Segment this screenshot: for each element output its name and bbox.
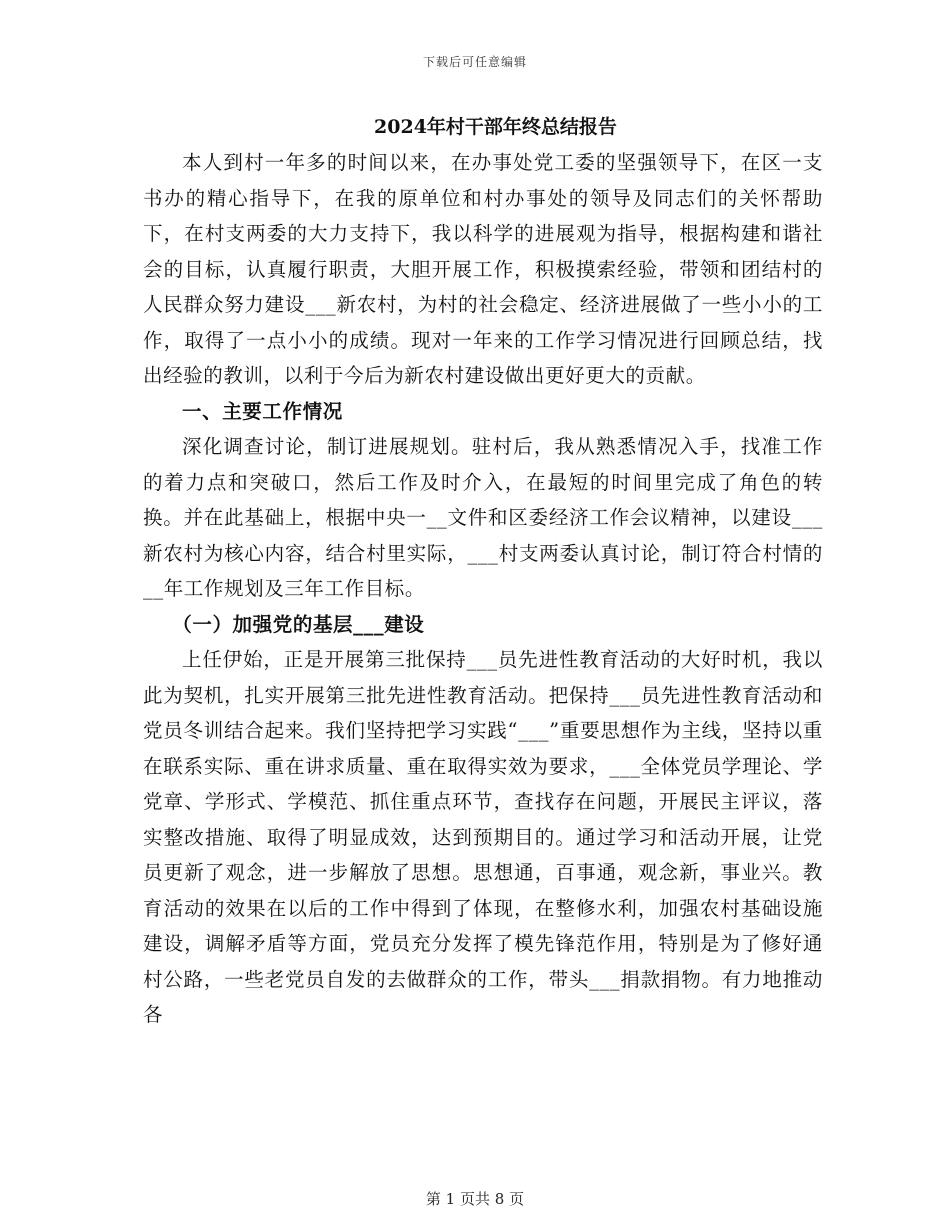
- page-header-note: 下载后可任意编辑: [422, 55, 527, 69]
- intro-paragraph: 本人到村一年多的时间以来，在办事处党工委的坚强领导下，在区一支书办的精心指导下，在我的原单位和村办事处的领导及同志们的关怀帮助下，在村支两委的大力支持下，我以科学的进展观为指导，根据构建和谐社会的目标，认真履行职责，大胆开展工作，积极摸索经验，带领和团结村的人民群众努力建设___新农村，为村的社会稳定、经济进展做了一些小小的工作，取得了一点小小的成绩。现对一年来的工作学习情况进行回顾总结，找出经验的教训，以利于今后为新农村建设做出更好更大的贡献。: [143, 151, 823, 387]
- section-paragraph-research: 深化调查讨论，制订进展规划。驻村后，我从熟悉情况入手，找准工作的着力点和突破口，然后工作及时介入，在最短的时间里完成了角色的转换。并在此基础上，根据中央一__文件和区委经济工作会议精神，以建设___新农村为核心内容，结合村里实际，___村支两委认真讨论，制订符合村情的__年工作规划及三年工作目标。: [143, 435, 823, 600]
- section-heading-main-work: 一、主要工作情况: [182, 399, 343, 423]
- page-number: 第 1 页共 8 页: [425, 1190, 525, 1208]
- subsection-heading-party-building: （一）加强党的基层___建设: [172, 612, 425, 636]
- document-title: 2024年村干部年终总结报告: [374, 116, 617, 138]
- subsection-paragraph-party-building: 上任伊始，正是开展第三批保持___员先进性教育活动的大好时机，我以此为契机，扎实开展第三批先进性教育活动。把保持___员先进性教育活动和党员冬训结合起来。我们坚持把学习实践“___”重要思想作为主线，坚持以重在联系实际、重在讲求质量、重在取得实效为要求，___全体党员学理论、学党章、学形式、学模范、抓住重点环节，查找存在问题，开展民主评议，落实整改措施、取得了明显成效，达到预期目的。通过学习和活动开展，让党员更新了观念，进一步解放了思想。思想通，百事通，观念新，事业兴。教育活动的效果在以后的工作中得到了体现，在整修水利，加强农村基础设施建设，调解矛盾等方面，党员充分发挥了模先锋范作用，特别是为了修好通村公路，一些老党员自发的去做群众的工作，带头___捐款捐物。有力地推动各: [143, 648, 823, 1026]
- document-body: [143, 109, 823, 1033]
